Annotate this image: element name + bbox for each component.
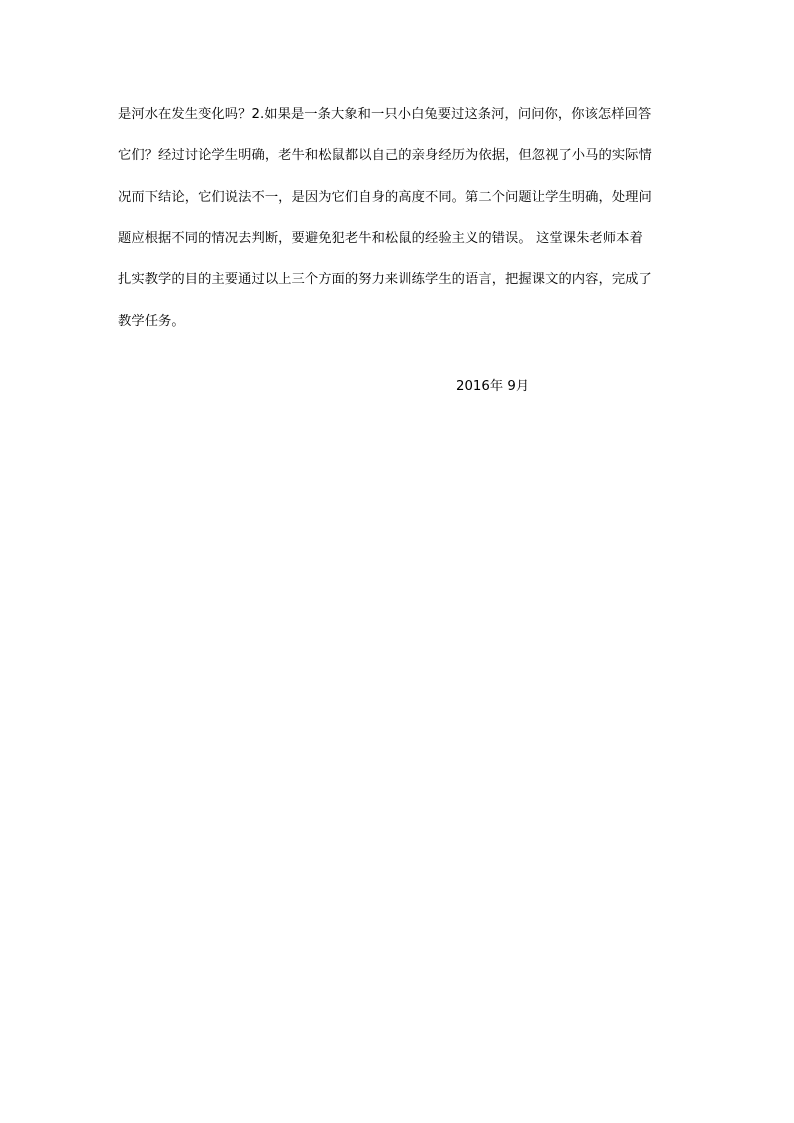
paragraph-line: 它们？经过讨论学生明确，老牛和松鼠都以自己的亲身经历为依据，但忽视了小马的实际情 bbox=[118, 148, 652, 163]
paragraph-line: 扎实教学的目的主要通过以上三个方面的努力来训练学生的语言，把握课文的内容，完成了 bbox=[118, 272, 652, 287]
paragraph-line: 教学任务。 bbox=[118, 314, 185, 329]
paragraph-line: 题应根据不同的情况去判断，要避免犯老牛和松鼠的经验主义的错误。 这堂课朱老师本着 bbox=[118, 231, 643, 246]
document-date: 2016年 9月 bbox=[456, 379, 530, 394]
paragraph-line: 是河水在发生变化吗？2.如果是一条大象和一只小白兔要过这条河，问问你，你该怎样回答 bbox=[118, 107, 652, 122]
paragraph-line: 况而下结论，它们说法不一，是因为它们自身的高度不同。第二个问题让学生明确，处理问 bbox=[118, 190, 652, 205]
